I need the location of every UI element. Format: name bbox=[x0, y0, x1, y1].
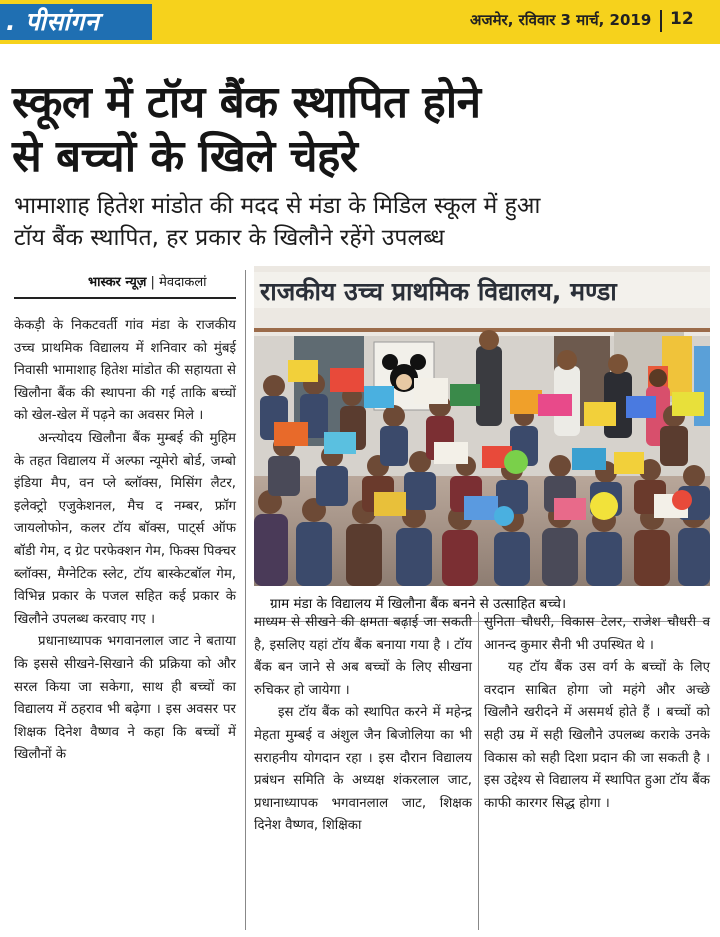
page-separator bbox=[660, 10, 662, 32]
photo-caption: ग्राम मंडा के विद्यालय में खिलौना बैंक बनने से उत्साहित बच्चे। bbox=[270, 596, 567, 612]
column-rule bbox=[245, 270, 246, 930]
article-paragraph: यह टॉय बैंक उस वर्ग के बच्चों के लिए वरदान साबित होगा जो महंगे और अच्छे खिलौने खरीदने में असमर्थ होते हैं । बच्चों को सही उम्र में सही खिलौने उपलब्ध कराके उनके विकास को सही दिशा प्रदान की जा सकती है । इस उद्देश्य से विद्यालय में स्थापित हुआ टॉय बैंक काफी कारगर सिद्ध होगा । bbox=[484, 660, 710, 811]
article-column-2 bbox=[254, 612, 472, 838]
section-label: . पीसांगन bbox=[6, 7, 100, 36]
article-paragraph: माध्यम से सीखने की क्षमता बढ़ाई जा सकती है, इसलिए यहां टॉय बैंक बनाया गया है । टॉय बैंक बन जाने से अब बच्चों के लिए सीखना रुचिकर हो जायेगा । bbox=[254, 615, 472, 698]
byline-agency: भास्कर न्यूज़ bbox=[88, 275, 147, 290]
page-number: 12 bbox=[670, 9, 694, 29]
byline-place: मेवदाकलां bbox=[159, 275, 207, 290]
headline-line-2: से बच्चों के खिले चेहरे bbox=[12, 131, 358, 182]
byline-rule bbox=[14, 297, 236, 299]
edition-date: अजमेर, रविवार 3 मार्च, 2019 bbox=[470, 11, 652, 29]
subheadline-line-2: टॉय बैंक स्थापित, हर प्रकार के खिलौने रहेंगे उपलब्ध bbox=[14, 225, 445, 251]
byline: भास्कर न्यूज़ | मेवदाकलां bbox=[88, 275, 207, 290]
school-sign-text: राजकीय उच्च प्राथमिक विद्यालय, मण्डा bbox=[260, 277, 617, 306]
headline-line-1: स्कूल में टॉय बैंक स्थापित होने bbox=[12, 77, 481, 128]
article-column-3 bbox=[484, 612, 710, 815]
news-photo[interactable] bbox=[254, 266, 710, 586]
column-rule bbox=[478, 612, 479, 930]
article-paragraph: सुनिता चौधरी, विकास टेलर, राजेश चौधरी व आनन्द कुमार सैनी भी उपस्थित थे । bbox=[484, 615, 710, 653]
article-paragraph: प्रधानाध्यापक भगवानलाल जाट ने बताया कि इससे सीखने-सिखाने की प्रक्रिया को और सरल किया जा सकेगा, साथ ही बच्चों का विद्यालय में ठहराव भी बढ़ेगा । इस अवसर पर शिक्षक दिनेश वैष्णव ने कहा कि बच्चों में खिलौनों के bbox=[14, 634, 236, 763]
article-paragraph: अन्त्योदय खिलौना बैंक मुम्बई की मुहिम के तहत विद्यालय में अल्फा न्यूमेरो बोर्ड, जम्बो इंडिया मैप, वन प्ले ब्लॉक्स, मिसिंग लैटर, इलेक्ट्रो एजुकेशनल, मैच द नम्बर, फ्रॉग जायलोफोन, कलर टॉय बॉक्स, पाट्‌र्स ऑफ बॉडी गेम, द ग्रेट परफेक्शन गेम, फिक्स पिक्चर ब्लॉक्स, मैग्नेटिक स्लेट, टॉय बास्केटबॉल गेम, विभिन्न प्रकार के पजल सहित कई प्रकार के खिलौने उपलब्ध करवाए गए । bbox=[14, 430, 236, 627]
subheadline-line-1: भामाशाह हितेश मांडोत की मदद से मंडा के मिडिल स्कूल में हुआ bbox=[14, 193, 541, 219]
article-column-1 bbox=[14, 315, 236, 767]
article-paragraph: केकड़ी के निकटवर्ती गांव मंडा के राजकीय उच्च प्राथमिक विद्यालय में शनिवार को मुंबई निवासी भामाशाह हितेश मांडोत की सहायता से खिलौना बैंक की स्थापना की गई ताकि बच्चों को खेल-खेल में पढ़ने का अवसर मिले । bbox=[14, 318, 236, 424]
article-paragraph: इस टॉय बैंक को स्थापित करने में महेन्द्र मेहता मुम्बई व अंशुल जैन बिजोलिया का भी सराहनीय योगदान रहा । इस दौरान विद्यालय प्रबंधन समिति के अध्यक्ष शंकरलाल जाट, प्रधानाध्यापक भगवानलाल जाट, शिक्षक दिनेश वैष्णव, शिक्षिका bbox=[254, 705, 472, 834]
photo-illustration bbox=[254, 266, 710, 586]
